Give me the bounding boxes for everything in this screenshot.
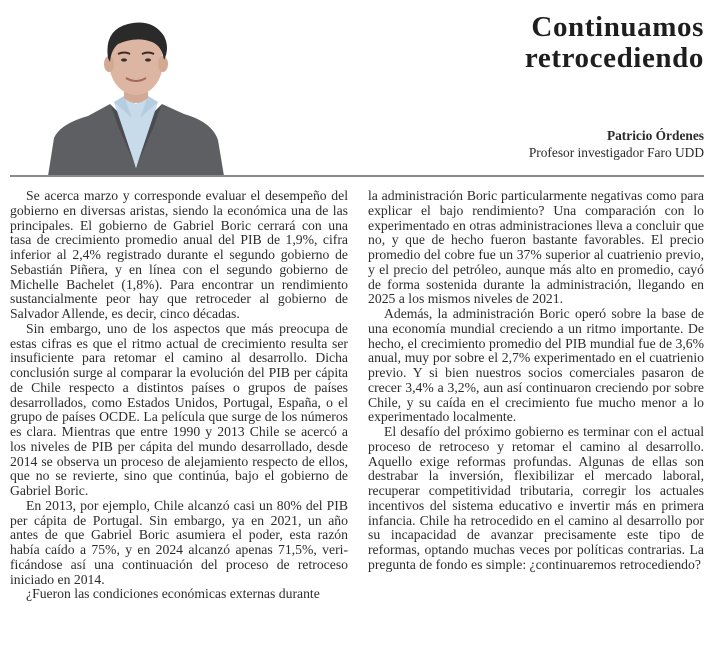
article-title — [344, 12, 704, 74]
paragraph: Sin embargo, uno de los aspectos que más preocupa de estas cifras es que el ritmo actual de crecimiento resulta ser insuficiente para retomar el camino al desarrollo. Dicha conclusión surge al comparar la evolución del PIB per cápita de Chile respecto a distintos países o grupos de países desarrollados, como Estados Unidos, Portugal, España, o el grupo de países OCDE. La película que surge de los números es clara. Mientras que entre 1990 y 2013 Chile se acercó a los niveles de PIB per cápita del mundo desarrollado, desde 2014 se observa un proceso de alejamiento respecto de ellos, que no se revierte, sino que continúa, bajo el gobierno de Gabriel Boric. — [10, 320, 348, 498]
paragraph: El desafío del próximo gobierno es terminar con el actual proceso de retroceso y retomar el camino al desarrollo. Aquello exige reformas profundas. Algunas de ellas son destrabar la inversión, flexibilizar el mercado laboral, recuperar competitividad tributaria, corregir los actuales incentivos del sistema educativo e invertir más en primera infancia. Chile ha retrocedido en el camino al desarrollo por su incapacidad de avanzar precisamente este tipo de reformas, optando muchas veces por políticas contrarias. La pregunta de fondo es simple: ¿continuaremos retrocediendo? — [368, 424, 704, 572]
article-header — [0, 0, 714, 178]
title-line-1: Continuamos — [531, 11, 704, 43]
body-column-right — [368, 189, 704, 573]
byline — [529, 127, 704, 161]
author-name: Patricio Órdenes — [606, 128, 704, 143]
portrait-illustration — [48, 18, 224, 176]
paragraph: Además, la administración Boric operó sobre la base de una economía mundial creciendo a un ritmo importante. De hecho, el crecimiento promedio del PIB mundial fue de 3,6% anual, muy por sobre el 2,7% experimentado en el cuatrienio previo. Y si bien nuestros socios comerciales pasaron de crecer 3,4% a 3,2%, aun así continuaron creciendo por sobre Chile, y su caída en el crecimiento fue mucho menor a lo experimentado localmente. — [368, 306, 704, 425]
paragraph-continued: la administración Boric particularmente negativas como para explicar el bajo rendimiento? Una comparación con lo experimentado en otras administraciones lleva a concluir que no, y que de hecho fueron bastante favorables. El precio promedio del cobre fue un 37% superior al cuatrienio previo, y el precio del petróleo, aunque más alto en promedio, cayó de forma sostenida durante la administración, llegando en 2025 a los mismos niveles de 2021. — [368, 188, 704, 307]
author-portrait-photo-icon — [48, 18, 224, 176]
title-line-2: retrocediendo — [524, 42, 704, 74]
body-column-left — [10, 189, 348, 602]
paragraph: Se acerca marzo y corresponde evaluar el desempeño del gobierno en diversas aristas, siendo la económica una de las principales. El gobierno de Gabriel Boric cerrará con una tasa de crecimiento promedio anual del PIB de 1,9%, cifra inferior al 2,4% registrado durante el segundo gobierno de Sebastián Piñera, y en línea con el segundo gobierno de Michelle Bachelet (1,8%). Para encontrar un rendimiento sustancialmente peor hay que retroceder al gobierno de Salvador Allende, es decir, cinco décadas. — [10, 188, 348, 321]
header-divider — [10, 175, 704, 177]
paragraph: ¿Fueron las condiciones económicas externas durante — [26, 586, 320, 602]
author-role: Profesor investigador Faro UDD — [528, 145, 704, 160]
paragraph: En 2013, por ejemplo, Chile alcanzó casi un 80% del PIB per cápita de Portugal. Sin embargo, ya en 2021, un año antes de que Gabriel Boric asumiera el poder, esta razón había caído a 75%, y en 2024 alcanzó apenas 71,5%, verificándose así una continuación del proceso de retroceso iniciado en 2014. — [10, 497, 348, 587]
